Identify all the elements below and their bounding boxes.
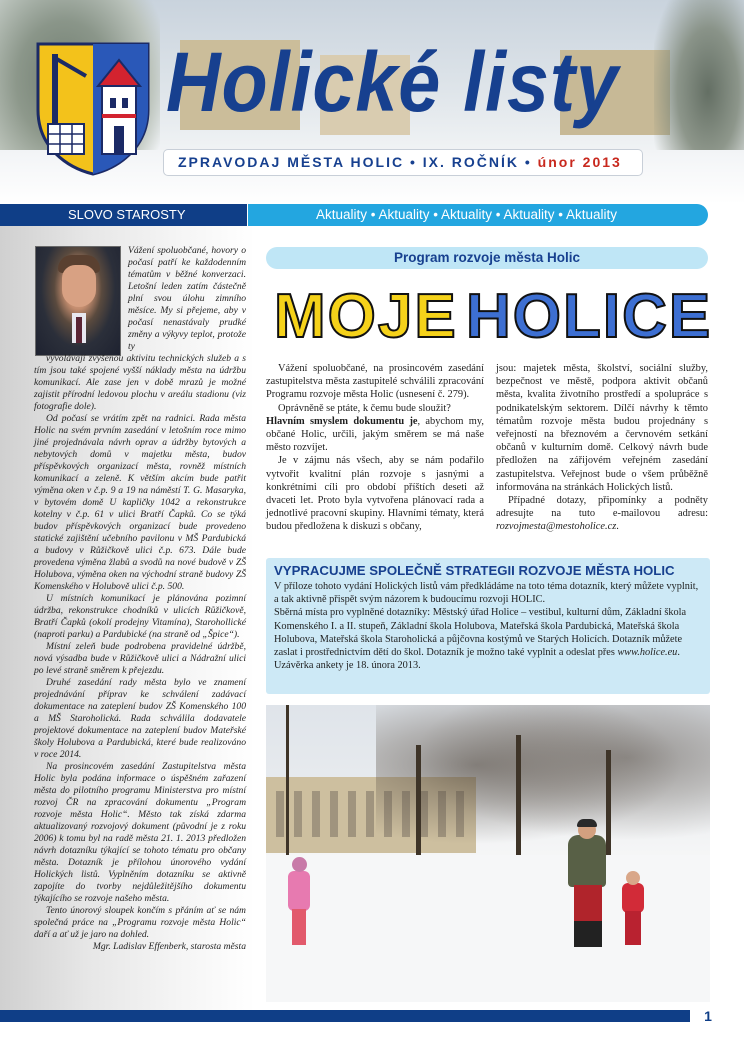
photo-adult-skater bbox=[568, 821, 608, 949]
footer-bar bbox=[0, 1010, 690, 1022]
photo-child-skater bbox=[622, 871, 646, 947]
survey-text: Sběrná místa pro vyplněné dotazníky: Městský úřad Holice – vestibul, kulturní dům, Základní škola Komenského I. a II. stupeň, Základní škola Holubova, Mateřská škola Pardubická, Mateřská škola Holubova, Mateřská škola Staroholická a půjčovna kostýmů ve Starých Holicích. Dotazník můžete zaslat i prostřednictvím dětí do škol. Dotazník je možno také vyplnit a odeslat přes bbox=[274, 607, 687, 659]
photo-girl-skater bbox=[288, 857, 312, 947]
contact-email-link[interactable]: rozvojmesta@mestoholice.cz bbox=[496, 521, 617, 533]
skater-legs bbox=[574, 885, 602, 947]
survey-info-box bbox=[266, 558, 710, 694]
moje-holice-logo bbox=[266, 281, 713, 353]
editorial-intro: Vážení spoluobčané, hovory o počasí patří ke každodenním tématům v běžné konverzaci. Letošní leden zatím částečně plní svou úlohu zimního měsíce. My si přejeme, aby v počasí nenastávaly prudké změny a výkyvy teplot, protože ty bbox=[128, 245, 246, 352]
section-strip bbox=[0, 204, 744, 226]
article-paragraph: jsou: majetek města, školství, sociální služby, bezpečnost ve městě, podpora aktivit občanů města, kvalita životního prostředí a spolupráce s podnikatelským sektorem. Dílčí návrhy k těmto tématům rozvoje města budou projednány s veřejností na březnovém a červnovém setkání občanů v kulturním domě. Celkový návrh bude předložen na zářijovém veřejném zasedání zastupitelstva. Veřejnost bude o všem průběžně informována na stránkách Holických listů. bbox=[496, 363, 708, 493]
article-emphasis: Hlavním smyslem dokumentu je bbox=[266, 415, 418, 427]
editorial-signature: Mgr. Ladislav Effenberk, starosta města bbox=[92, 941, 246, 952]
article-heading: Program rozvoje města Holic bbox=[266, 247, 708, 269]
survey-deadline: Uzávěrka ankety je 18. února 2013. bbox=[274, 660, 421, 672]
article-column-1 bbox=[266, 362, 484, 534]
survey-text: . bbox=[677, 647, 680, 659]
portrait-face bbox=[62, 265, 96, 307]
skater-legs bbox=[292, 909, 306, 945]
section-label-news: Aktuality • Aktuality • Aktuality • Aktuality • Aktuality bbox=[248, 204, 708, 226]
skater-jacket bbox=[568, 835, 606, 887]
section-label-editorial: SLOVO STAROSTY bbox=[0, 204, 247, 226]
survey-info-text bbox=[274, 580, 704, 672]
editorial-paragraph: Od počasí se vrátím zpět na radnici. Rada města Holic na svém prvním zasedání v letošním roce mimo jiné projednávala návrh oprav a údržby bytových a nebytových domů v majetku města, budov příspěvkových organizací města, rovněž místních komunikací a zeleně. K větším akcím bude patřit výměna oken v č.p. 9 a 19 na náměstí T. G. Masaryka, v bytovém domě U kapličky 1042 a rekonstrukce kotelny v č.p. 61 v ulici Bratří Čapků. Co se týká budov příspěvkových organizací bude provedeno statické zajištění učebního pavilonu v MŠ Pardubická a budovy v Růžičkově ulici č.p. 673. Dále bude provedena výměna žlabů a svodů na nové budově v ZŠ Holubova, výměna oken na východní straně budovy ZŠ Komenského v Holubově ulici č.p. 500. bbox=[34, 413, 246, 592]
editorial-body bbox=[34, 353, 246, 953]
photo-tree-trunk bbox=[416, 745, 421, 855]
subtitle-main: ZPRAVODAJ MĚSTA HOLIC • IX. ROČNÍK • bbox=[178, 154, 538, 170]
photo-trees bbox=[376, 705, 710, 855]
skater-body bbox=[622, 883, 644, 913]
skater-body bbox=[288, 871, 310, 911]
editorial-paragraph: Místní zeleň bude podrobena pravidelné údržbě, nová výsadba bude v Růžičkově ulici a Nádražní ulici po levé straně směrem k přejezdu. bbox=[34, 641, 246, 676]
coat-of-arms-icon bbox=[34, 40, 152, 176]
portrait-tie bbox=[76, 317, 82, 343]
article-column-2 bbox=[496, 362, 708, 534]
logo-word-moje: MOJE bbox=[274, 282, 458, 351]
skater-head bbox=[626, 871, 640, 885]
skater-head bbox=[292, 857, 307, 872]
skater-cap bbox=[577, 819, 597, 827]
survey-paragraph: V příloze tohoto vydání Holických listů vám předkládáme na toto téma dotazník, který můžete vyplnit, a tak aktivně přispět svým názorem k budoucímu rozvoji HOLIC. bbox=[274, 581, 699, 606]
mayor-portrait bbox=[35, 246, 121, 356]
logo-word-holice: HOLICE bbox=[466, 282, 713, 351]
photo-tree-trunk bbox=[516, 735, 521, 855]
editorial-paragraph: U místních komunikací je plánována pozimní údržba, rekonstrukce chodníků v ulicích Růžičkově, Bratří Čapků (okolí prodejny Vitamína), Starohollické (naproti parku) a Pardubické (na straně od „Špice“). bbox=[34, 593, 246, 640]
editorial-paragraph: Na prosincovém zasedání Zastupitelstva města Holic byla podána informace o úspěšném zařazení města do pilotního programu Ministerstva pro místní rozvoj ČR na zpracování dokumentu „Program rozvoje města Holic“. Město tak získá zdarma aktualizovaný rozvojový dokument (původní je z roku 2006) k tomu byl na radě města 21. 1. 2013 předložen návrh dotazníku týkající se tohoto tématu pro občany města. Dotazník je přílohou únorového vydání Holických listů. Vyplněním dotazníku se aktivně zapojíte do tvorby nejdůležitějšího dokumentu týkajícího se rozvoje našeho města. bbox=[34, 761, 246, 904]
newsletter-title: Holické listy bbox=[166, 35, 619, 129]
article-paragraph bbox=[496, 494, 708, 534]
ice-rink-photo bbox=[266, 705, 710, 1002]
website-link[interactable]: www.holice.eu bbox=[617, 647, 678, 659]
article-paragraph: Je v zájmu nás všech, aby se nám podařilo vytvořit kvalitní plán rozvoje s jasnými a konkrétními cíli pro období příštích deseti až dvaceti let. Proto byla vytvořena plánovací rada a jednotlivé pracovní skupiny. Hlavními tématy, která budou předložena k diskuzi s občany, bbox=[266, 455, 484, 533]
article-text: Případné dotazy, připomínky a podněty adresujte na tuto e-mailovou adresu: bbox=[496, 495, 708, 520]
article-paragraph: Oprávněně se ptáte, k čemu bude sloužit? bbox=[278, 402, 451, 414]
editorial-paragraph: Tento únorový sloupek končím s přáním ať se nám společná práce na „Programu rozvoje města Holic“ daří a ať už je jaro na dohled. bbox=[34, 905, 246, 940]
survey-info-title: VYPRACUJME SPOLEČNĚ STRATEGII ROZVOJE MĚSTA HOLIC bbox=[274, 563, 675, 578]
editorial-paragraph: vyvolávají zvýšenou aktivitu technických služeb a s tím jsou také spojené vyšší náklady města na údržbu komunikací. Ale zase jen v době mrazů je možné zajistit přírodní ledovou plochu v areálu stadionu (viz fotografie dole). bbox=[34, 353, 246, 412]
article-text: . bbox=[616, 521, 619, 533]
skater-legs bbox=[625, 911, 641, 945]
issue-date: únor 2013 bbox=[537, 154, 622, 170]
article-text: , abychom my, občané Holic, určili, jakým směrem se má naše město rozvíjet. bbox=[266, 415, 484, 454]
editorial-paragraph: Druhé zasedání rady města bylo ve znamení projednávání příprav ke schválení zadávací dokumentace na zateplení budov ZŠ Komenského 100 a MŠ Staroholická. Rada schválila dodavatele projektové dokumentace na zateplení budov Mateřské školy Holubova a Pardubická, které bude realizováno v roce 2014. bbox=[34, 677, 246, 760]
article-paragraph: Vážení spoluobčané, na prosincovém zasedání zastupitelstva města zastupitelé schválili zpracování Programu rozvoje města Holic (usnesení č. 279). bbox=[266, 363, 484, 401]
article-paragraph bbox=[266, 415, 484, 455]
newsletter-subtitle bbox=[164, 150, 642, 175]
masthead bbox=[0, 0, 744, 204]
page-number: 1 bbox=[704, 1008, 712, 1024]
photo-pole bbox=[286, 705, 289, 855]
survey-paragraph bbox=[274, 606, 704, 659]
